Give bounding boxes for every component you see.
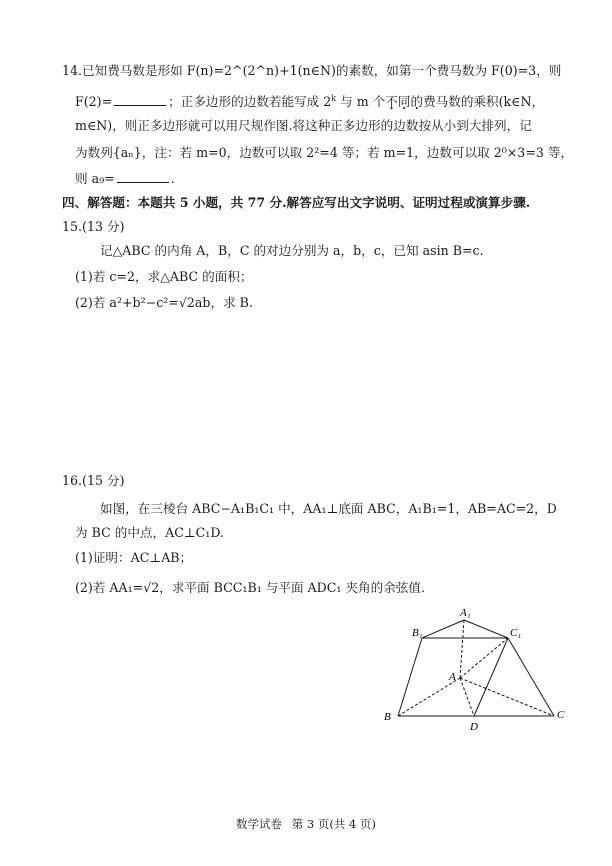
q14-line2-k: k — [331, 94, 337, 103]
q14-line5 — [75, 170, 175, 188]
label-C1: C₁ — [510, 627, 522, 639]
q14-line2-mid: ；正多边形的边数若能写成 2 — [168, 94, 332, 110]
edge-B1B — [398, 638, 422, 716]
q16-header: 16.(15 分) — [62, 473, 125, 488]
q14-line4: 为数列{aₙ}，注：若 m=0，边数可以取 2²=4 等；若 m=1，边数可以取 2⁰×3=3 等， — [75, 145, 574, 160]
emphasis-dot-char: 不 — [385, 94, 398, 110]
q14-line2 — [75, 90, 544, 111]
footer-page-number: 第 3 页(共 4 页) — [291, 817, 376, 831]
emphasis-dot-char: 的 — [410, 94, 424, 110]
q16-part2: (2)若 AA₁=√2，求平面 BCC₁B₁ 与平面 ADC₁ 夹角的余弦值. — [75, 580, 425, 595]
page-footer — [0, 816, 612, 832]
q14-line1: 14.已知费马数是形如 F(n)=2^(2^n)+1(n∈N)的素数，如第一个费马数为 F(0)=3，则 — [62, 63, 562, 78]
footer-subject: 数学试卷 — [236, 817, 283, 831]
segment-C1D — [474, 638, 508, 716]
frustum-figure — [376, 604, 576, 738]
q14-emphasis-dotted — [385, 94, 423, 109]
edge-BA — [398, 678, 460, 716]
answer-blank-a9[interactable] — [117, 170, 169, 183]
label-D: D — [470, 721, 478, 733]
q16-part1: (1)证明：AC⊥AB； — [75, 550, 193, 565]
q14-line5-post: . — [170, 171, 175, 186]
answer-blank-f2[interactable] — [114, 93, 166, 106]
q14-line5-pre: 则 a₉= — [75, 171, 115, 186]
q14-line2-post1: 与 m 个 — [336, 94, 386, 110]
segment-AD — [460, 678, 474, 716]
q15-part2: (2)若 a²+b²−c²=√2ab，求 B. — [75, 295, 253, 310]
q15-stem: 记△ABC 的内角 A，B，C 的对边分别为 a，b，c，已知 asin B=c. — [100, 243, 484, 258]
edge-C1C — [508, 638, 554, 716]
edge-AC — [460, 678, 554, 716]
q15-header: 15.(13 分) — [62, 219, 125, 234]
q16-stem1: 如图，在三棱台 ABC−A₁B₁C₁ 中，AA₁⊥底面 ABC，A₁B₁=1，AB=AC=2，D — [100, 501, 557, 516]
label-B1: B₁ — [412, 627, 423, 639]
q16-stem2: 为 BC 的中点，AC⊥C₁D. — [75, 525, 225, 540]
section-heading: 四、解答题：本题共 5 小题，共 77 分.解答应写出文字说明、证明过程或演算步骤. — [62, 195, 531, 210]
q14-line2-post2: 费马数的乘积(k∈N， — [423, 94, 545, 110]
label-B: B — [384, 711, 391, 723]
q14-line3: m∈N)，则正多边形就可以用尺规作图.将这种正多边形的边数按从小到大排列，记 — [75, 118, 532, 133]
segment-AC1 — [460, 638, 508, 678]
edge-A1C1 — [464, 620, 508, 638]
label-C: C — [557, 709, 565, 721]
q14-line2-pre: F(2)= — [75, 94, 113, 110]
q15-part1: (1)若 c=2，求△ABC 的面积； — [75, 269, 253, 284]
label-A1: A₁ — [460, 607, 471, 619]
emphasis-dot-char: 同 — [397, 94, 411, 110]
edge-A1A — [460, 620, 464, 678]
edge-B1A1 — [422, 620, 464, 638]
label-A: A — [449, 671, 456, 683]
